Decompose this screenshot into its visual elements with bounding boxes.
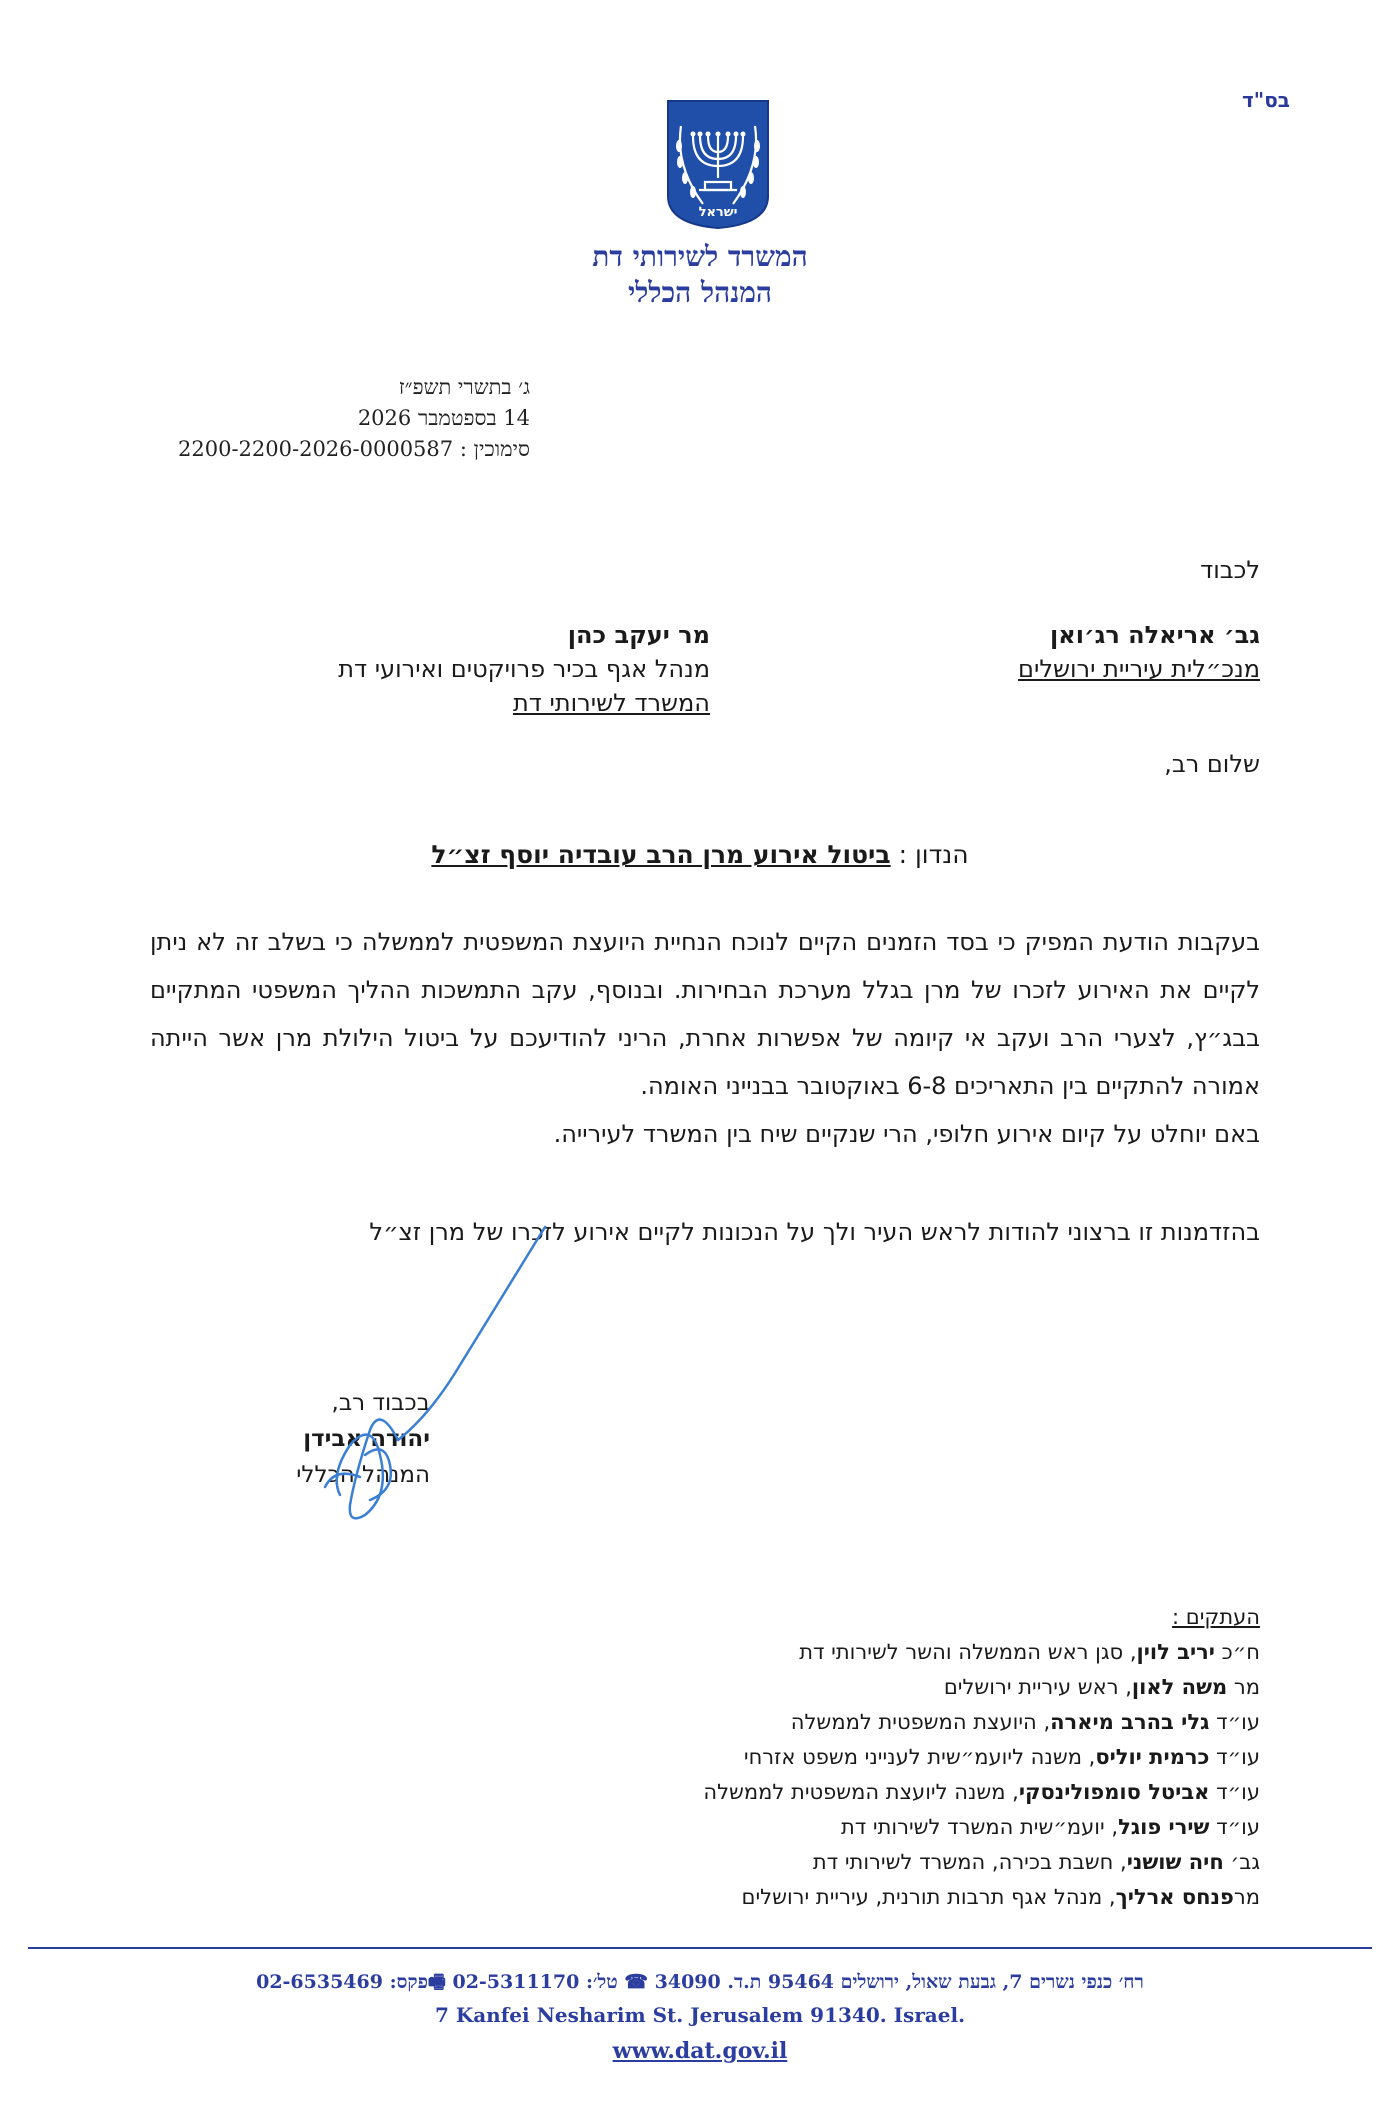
recipient-secondary	[338, 618, 710, 720]
copy-name: פנחס ארליך	[1115, 1885, 1234, 1909]
footer-address-english: 7 Kanfei Nesharim St. Jerusalem 91340. Israel.	[434, 2003, 966, 2027]
copy-item	[703, 1880, 1260, 1915]
copy-name: יריב לוין	[1136, 1640, 1215, 1664]
to-label: לכבוד	[1200, 556, 1260, 584]
subject-label: הנדון :	[898, 840, 969, 869]
copy-role: , משנה ליועמ״שית לענייני משפט אזרחי	[743, 1745, 1096, 1769]
ministry-name: המשרד לשירותי דת	[592, 240, 808, 273]
footer-divider	[28, 1947, 1372, 1949]
recipient-primary-title: מנכ״לית עיריית ירושלים	[1018, 655, 1260, 683]
copies-heading: העתקים :	[1172, 1605, 1260, 1629]
closing: בכבוד רב,	[331, 1390, 430, 1416]
copy-prefix: מר	[1233, 1885, 1260, 1909]
copy-role: , היועצת המשפטית לממשלה	[790, 1710, 1051, 1734]
copy-item	[703, 1775, 1260, 1810]
body-paragraph-1: בעקבות הודעת המפיק כי בסד הזמנים הקיים לנוכח הנחיית היועצת המשפטית לממשלה כי בשלב זה לא ניתן לקיים את האירוע לזכרו של מרן בגלל מערכת הבחירות. ובנוסף, עקב התמשכות ההליך המשפטי המתקיים בבג״ץ, לצערי הרב ועקב אי קיומה של אפשרות אחרת, הריני להודיעכם על ביטול הילולת מרן אשר הייתה אמורה להתקיים בין התאריכים 6-8 באוקטובר בבנייני האומה.	[150, 928, 1260, 1100]
reference-number: 2200-2200-2026-0000587	[178, 437, 454, 461]
state-emblem-icon	[663, 96, 773, 231]
copy-prefix: עו״ד	[1209, 1780, 1260, 1804]
copy-role: , סגן ראש הממשלה והשר לשירותי דת	[799, 1640, 1137, 1664]
recipient-secondary-name: מר יעקב כהן	[567, 621, 710, 649]
letter-body	[150, 918, 1260, 1158]
ministry-department: המנהל הכללי	[627, 276, 773, 309]
copy-item	[703, 1635, 1260, 1670]
gregorian-date: 14 בספטמבר 2026	[357, 406, 530, 430]
copy-item	[703, 1670, 1260, 1705]
subject-line	[140, 840, 1260, 869]
emblem-text: ישראל	[698, 205, 738, 220]
recipient-secondary-org: המשרד לשירותי דת	[512, 689, 710, 717]
recipient-primary	[1018, 618, 1260, 686]
signer-name: יהודה אבידן	[303, 1426, 430, 1452]
copy-role: , משנה ליועצת המשפטית לממשלה	[703, 1780, 1019, 1804]
recipient-primary-name: גב׳ אריאלה רג׳ואן	[1050, 621, 1260, 649]
footer-website-link[interactable]: www.dat.gov.il	[612, 2038, 788, 2064]
letter-meta	[170, 372, 530, 465]
body-paragraph-2: באם יוחלט על קיום אירוע חלופי, הרי שנקיים שיח בין המשרד לעירייה.	[553, 1120, 1260, 1148]
copy-prefix: עו״ד	[1209, 1710, 1260, 1734]
copy-name: גלי בהרב מיארה	[1050, 1710, 1210, 1734]
copy-name: כרמית יוליס	[1095, 1745, 1210, 1769]
recipient-secondary-title: מנהל אגף בכיר פרויקטים ואירועי דת	[338, 655, 710, 683]
footer-address-hebrew: רח׳ כנפי נשרים 7, גבעת שאול, ירושלים 95464 ת.ד. 34090 ☎ טל׳: 02-5311170 🖷פקס: 02-6535469	[256, 1971, 1144, 1993]
reference-line	[170, 434, 530, 465]
subject-text: ביטול אירוע מרן הרב עובדיה יוסף זצ״ל	[431, 840, 891, 869]
copy-prefix: מר	[1227, 1675, 1260, 1699]
copy-prefix: עו״ד	[1209, 1745, 1260, 1769]
bsd-mark: בס"ד	[1242, 88, 1290, 112]
hebrew-date: ג׳ בתשרי תשפ״ז	[398, 375, 530, 399]
copy-name: שירי פוגל	[1118, 1815, 1210, 1839]
handwritten-signature	[310, 1215, 570, 1535]
copy-name: אביטל סומפולינסקי	[1018, 1780, 1210, 1804]
greeting: שלום רב,	[1164, 750, 1260, 778]
copy-name: חיה שושני	[1126, 1850, 1224, 1874]
copy-role: , מנהל אגף תרבות תורנית, עיריית ירושלים	[741, 1885, 1116, 1909]
copy-item	[703, 1740, 1260, 1775]
copy-name: משה לאון	[1131, 1675, 1228, 1699]
copy-role: , יועמ״שית המשרד לשירותי דת	[840, 1815, 1119, 1839]
thanks-paragraph: בהזדמנות זו ברצוני להודות לראש העיר ולך על הנכונות לקיים אירוע לזכרו של מרן זצ״ל	[369, 1218, 1260, 1246]
signer-title: המנהל הכללי	[296, 1462, 430, 1488]
copy-role: , ראש עיריית ירושלים	[943, 1675, 1132, 1699]
copy-prefix: גב׳	[1223, 1850, 1260, 1874]
copy-prefix: עו״ד	[1209, 1815, 1260, 1839]
copy-role: , חשבת בכירה, המשרד לשירותי דת	[812, 1850, 1127, 1874]
copy-item	[703, 1705, 1260, 1740]
copy-prefix: ח״כ	[1214, 1640, 1260, 1664]
copy-item	[703, 1845, 1260, 1880]
reference-label: סימוכין :	[459, 437, 530, 461]
copy-item	[703, 1810, 1260, 1845]
copies-list	[703, 1600, 1260, 1915]
